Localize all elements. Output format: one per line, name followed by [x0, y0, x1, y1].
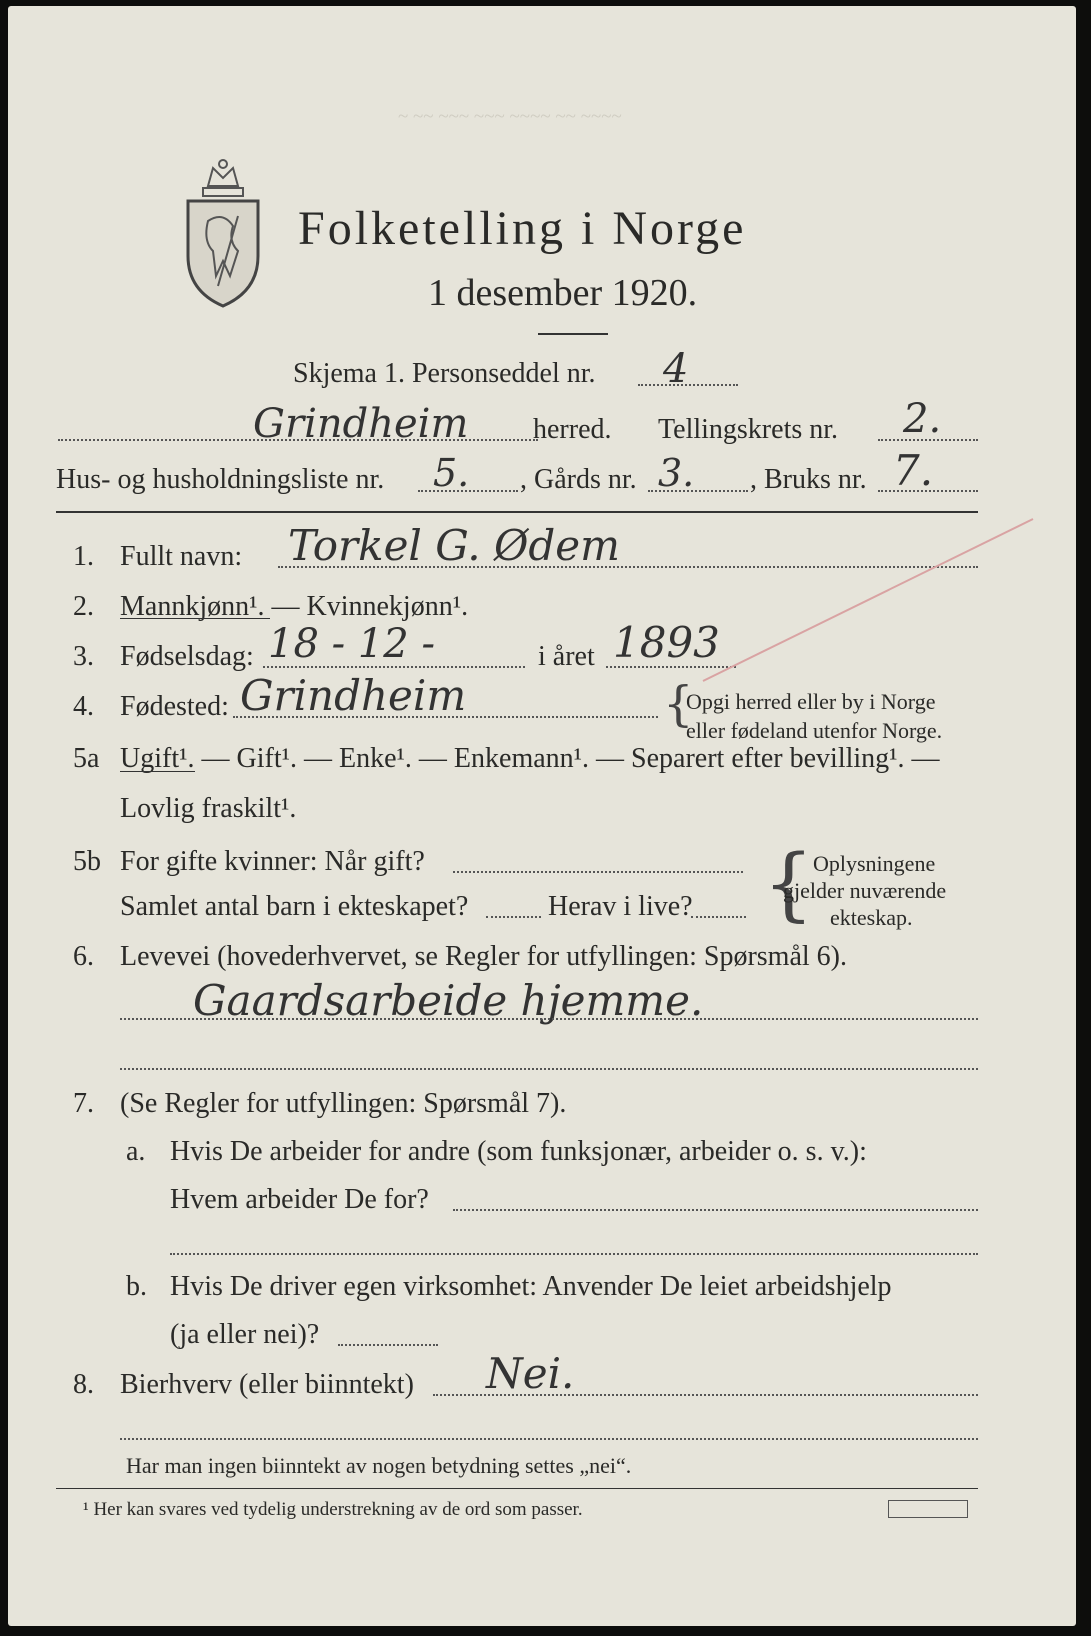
q4-note-1: Opgi herred eller by i Norge	[686, 689, 936, 714]
q8-label: Bierhverv (eller biinntekt)	[120, 1369, 414, 1400]
footer-divider	[56, 1488, 978, 1489]
q6-label: Levevei (hovederhvervet, se Regler for utfyllingen: Spørsmål 6).	[120, 941, 847, 972]
q6-value[interactable]: Gaardsarbeide hjemme.	[193, 976, 704, 1025]
q7a-sublabel: Hvem arbeider De for?	[170, 1184, 429, 1215]
q5b-children-label: Samlet antal barn i ekteskapet?	[120, 891, 469, 922]
q7b-label: Hvis De driver egen virksomhet: Anvender De leiet arbeidshjelp	[170, 1271, 892, 1302]
q4-value[interactable]: Grindheim	[240, 671, 467, 720]
q5b-label: For gifte kvinner: Når gift?	[120, 846, 425, 877]
title-divider	[538, 333, 608, 335]
personseddel-value[interactable]: 4	[663, 346, 689, 392]
q7b-letter: b.	[126, 1271, 147, 1302]
q5a-number: 5a	[73, 743, 100, 774]
q5a-label-2: Lovlig fraskilt¹.	[120, 793, 297, 824]
q6-number: 6.	[73, 941, 94, 972]
q8-line-2[interactable]	[120, 1438, 978, 1440]
q7a-line-1[interactable]	[453, 1209, 978, 1211]
q5b-note-2: gjelder nuværende	[783, 878, 947, 903]
form-date: 1 desember 1920.	[428, 272, 698, 314]
printer-stamp	[888, 1500, 968, 1518]
red-pen-mark	[698, 511, 1038, 691]
q3-number: 3.	[73, 641, 94, 672]
q2-underline-mark	[120, 618, 270, 619]
husholdningsliste-value[interactable]: 5.	[433, 451, 470, 495]
q4-note-2: eller fødeland utenfor Norge.	[686, 718, 943, 743]
gards-label: , Gårds nr.	[520, 464, 637, 495]
q7a-letter: a.	[126, 1136, 146, 1167]
q4-brace: {	[663, 676, 694, 732]
q7a-label: Hvis De arbeider for andre (som funksjonær, arbeider o. s. v.):	[170, 1136, 867, 1167]
q5b-note-3: ekteskap.	[830, 905, 913, 930]
q4-label: Fødested:	[120, 691, 229, 722]
q5b-married-line[interactable]	[453, 871, 743, 873]
q7-label: (Se Regler for utfyllingen: Spørsmål 7).	[120, 1088, 567, 1119]
bottom-note: Har man ingen biinntekt av nogen betydning settes „nei“.	[126, 1453, 632, 1478]
q5b-brace: {	[763, 837, 814, 930]
q3-date-value[interactable]: 18 - 12 -	[268, 621, 435, 667]
q7b-line[interactable]	[338, 1344, 438, 1346]
coat-of-arms-icon	[178, 156, 268, 316]
q1-number: 1.	[73, 541, 94, 572]
q5a-label: Ugift¹. — Gift¹. — Enke¹. — Enkemann¹. — Separert efter bevilling¹. —	[120, 743, 940, 774]
q5b-children-line[interactable]	[486, 916, 541, 918]
tellingskrets-value[interactable]: 2.	[903, 396, 942, 442]
q5b-note-1: Oplysningene	[813, 851, 936, 876]
footnote: ¹ Her kan svares ved tydelig understrekning av de ord som passer.	[83, 1499, 583, 1520]
q6-line-1[interactable]	[120, 1018, 978, 1020]
q8-number: 8.	[73, 1369, 94, 1400]
q1-label: Fullt navn:	[120, 541, 243, 572]
q5b-alive-line[interactable]	[691, 916, 746, 918]
q1-value[interactable]: Torkel G. Ødem	[288, 521, 620, 570]
q4-number: 4.	[73, 691, 94, 722]
q3-year-label: i året	[538, 641, 595, 672]
bleedthrough-text: ~ ~~ ~~~ ~~~ ~~~~ ~~ ~~~~	[398, 106, 622, 127]
q3-label: Fødselsdag:	[120, 641, 254, 672]
herred-value[interactable]: Grindheim	[253, 401, 469, 447]
skjema-label: Skjema 1. Personseddel nr.	[293, 358, 596, 389]
q2-number: 2.	[73, 591, 94, 622]
census-form	[8, 6, 1076, 1626]
q2-label: Mannkjønn¹. — Kvinnekjønn¹.	[120, 591, 469, 622]
q3-year-value[interactable]: 1893	[613, 618, 720, 667]
husholdningsliste-label: Hus- og husholdningsliste nr.	[56, 464, 385, 495]
tellingskrets-label: Tellingskrets nr.	[658, 414, 839, 445]
bruks-value[interactable]: 7.	[893, 446, 934, 495]
bruks-label: , Bruks nr.	[750, 464, 867, 495]
q7a-line-2[interactable]	[170, 1253, 978, 1255]
herred-label: herred.	[533, 414, 612, 445]
form-title: Folketelling i Norge	[298, 202, 747, 255]
q6-line-2[interactable]	[120, 1068, 978, 1070]
gards-value[interactable]: 3.	[658, 451, 695, 495]
q7-number: 7.	[73, 1088, 94, 1119]
q5a-underline-mark	[120, 771, 195, 772]
q8-value[interactable]: Nei.	[486, 1349, 575, 1398]
q7b-sublabel: (ja eller nei)?	[170, 1319, 320, 1350]
q5b-alive-label: Herav i live?	[548, 891, 693, 922]
q5b-number: 5b	[73, 846, 101, 877]
